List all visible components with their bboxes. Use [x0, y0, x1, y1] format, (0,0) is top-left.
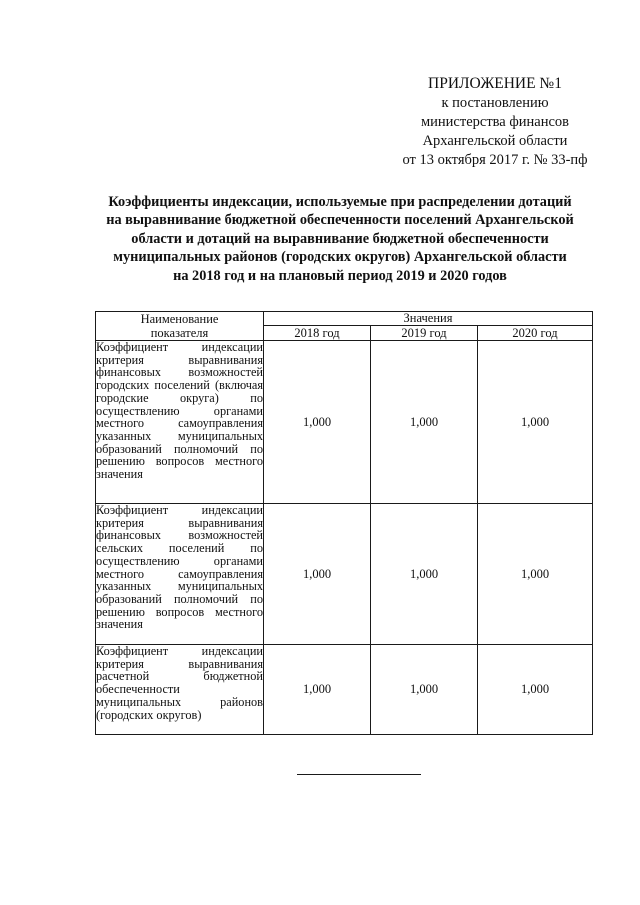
footer-divider — [297, 774, 421, 775]
value-cell-2018: 1,000 — [264, 341, 371, 504]
value-cell-2019: 1,000 — [371, 645, 478, 735]
appendix-line-resolution: к постановлению — [441, 95, 549, 111]
value-cell-2019: 1,000 — [371, 504, 478, 645]
value-cell-2020: 1,000 — [478, 645, 593, 735]
name-header-line: показателя — [150, 326, 209, 340]
name-header-line: Наименование — [140, 312, 219, 326]
table-header-row — [96, 312, 593, 326]
title-line: Коэффициенты индексации, используемые при распределении дотаций — [108, 194, 572, 210]
row-name-cell: Коэффициент индексации критерия выравнивания расчетной бюджетной обеспеченности муниципальных районов (городских округов) — [96, 645, 264, 735]
title-line: на 2018 год и на плановый период 2019 и 2020 годов — [173, 267, 507, 284]
appendix-block — [385, 74, 605, 170]
title-line: муниципальных районов (городских округов) Архангельской области — [113, 249, 567, 266]
table-row — [96, 645, 593, 735]
title-line: на выравнивание бюджетной обеспеченности поселений Архангельской — [106, 212, 574, 229]
row-name-cell: Коэффициент индексации критерия выравнивания финансовых возможностей городских поселений (включая городские округа) по осуществлению органами местного самоуправления указанных муниципальных образований полномочий по решению вопросов местного значения — [96, 341, 264, 504]
value-cell-2018: 1,000 — [264, 504, 371, 645]
year-header-2019: 2019 год — [371, 326, 478, 341]
value-cell-2020: 1,000 — [478, 504, 593, 645]
row-name-cell: Коэффициент индексации критерия выравнивания финансовых возможностей сельских поселений по осуществлению органами местного самоуправления указанных муниципальных образований полномочий по решению вопросов местного значения — [96, 504, 264, 645]
value-cell-2019: 1,000 — [371, 341, 478, 504]
table-row — [96, 341, 593, 504]
year-header-2020: 2020 год — [478, 326, 593, 341]
appendix-line-region: Архангельской области — [422, 133, 568, 149]
appendix-line-ministry: министерства финансов — [420, 114, 570, 130]
appendix-line-date-number: от 13 октября 2017 г. № 33-пф — [402, 152, 588, 168]
value-cell-2020: 1,000 — [478, 341, 593, 504]
document-title — [100, 193, 580, 285]
appendix-heading: ПРИЛОЖЕНИЕ №1 — [428, 75, 562, 92]
values-header: Значения — [264, 312, 593, 326]
name-column-header — [96, 312, 264, 341]
year-header-2018: 2018 год — [264, 326, 371, 341]
table-row — [96, 504, 593, 645]
value-cell-2018: 1,000 — [264, 645, 371, 735]
title-line: области и дотаций на выравнивание бюджетной обеспеченности — [131, 230, 549, 247]
coefficients-table — [95, 311, 593, 735]
